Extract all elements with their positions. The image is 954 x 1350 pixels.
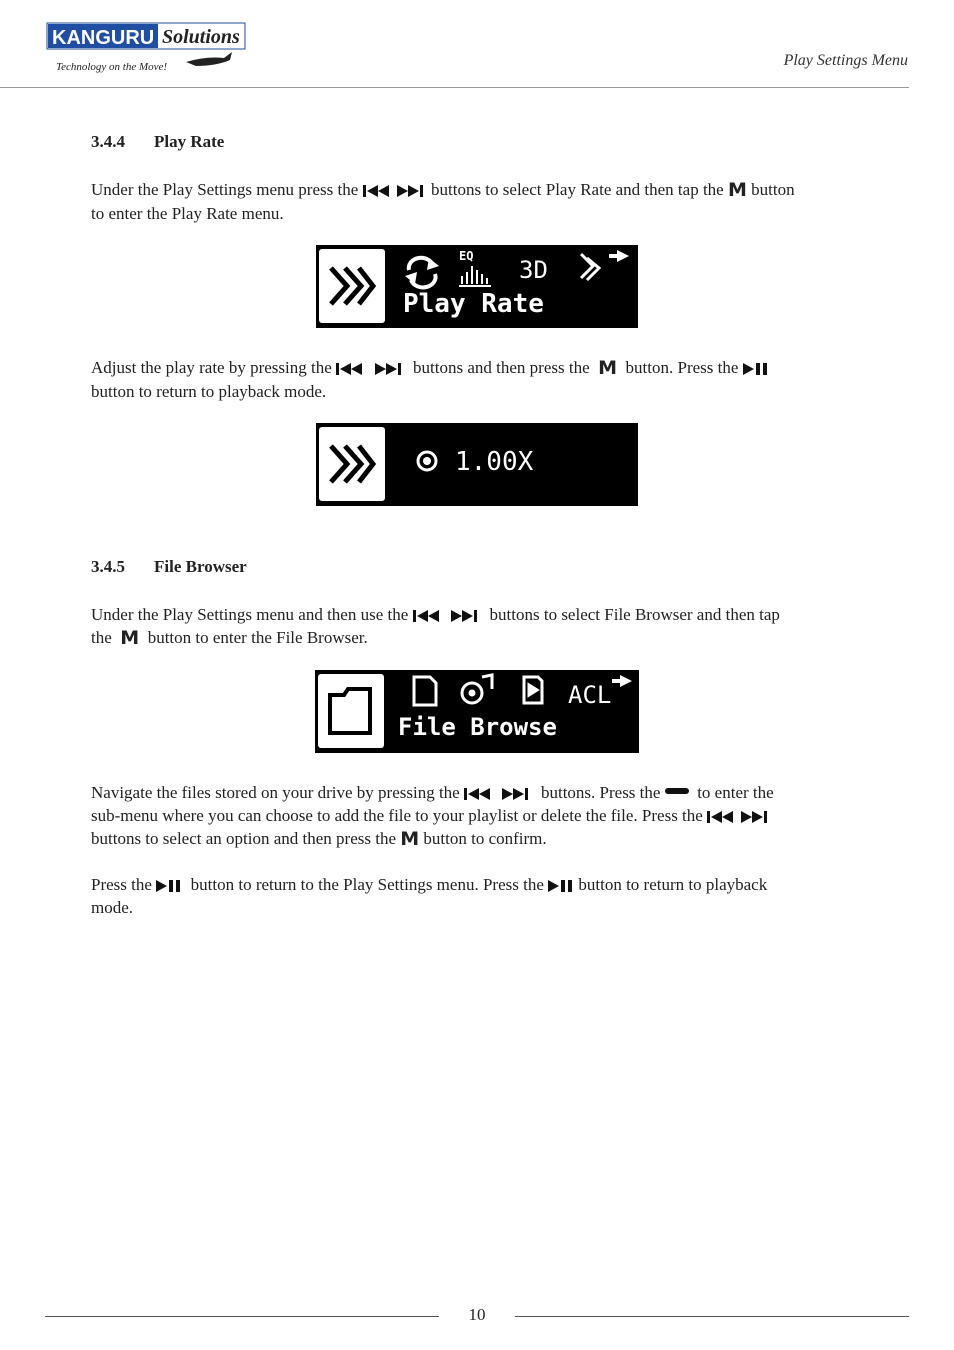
next-button-icon	[741, 811, 771, 823]
text-span: button to confirm.	[423, 829, 547, 848]
next-button-icon	[502, 788, 532, 800]
paragraph-file-browser-intro	[91, 603, 863, 650]
previous-button-icon	[336, 363, 366, 375]
equalizer-icon	[459, 266, 491, 287]
heading-play-rate	[91, 132, 224, 152]
next-button-icon	[451, 610, 481, 622]
speed-icon	[581, 254, 599, 280]
next-button-icon	[397, 185, 427, 197]
kanguru-logo	[46, 22, 246, 76]
text-line: to enter the Play Rate menu.	[91, 204, 284, 223]
heading-title: File Browser	[154, 557, 247, 576]
text-span: Under the Play Settings menu and then use the	[91, 605, 409, 624]
header-section-title: Play Settings Menu	[783, 52, 908, 69]
play-pause-button-icon	[548, 880, 574, 892]
page-number: 10	[468, 1305, 486, 1324]
heading-file-browser	[91, 557, 247, 577]
text-span: button to enter the File Browser.	[147, 628, 368, 647]
lcd-screen-play-rate-value	[316, 423, 638, 506]
minus-button-icon	[665, 787, 689, 795]
m-button-icon: M	[598, 357, 618, 379]
previous-button-icon	[464, 788, 494, 800]
text-span: buttons to select File Browser and then tap	[489, 605, 780, 624]
text-span: Press the	[91, 875, 152, 894]
logo-brand-script: Solutions	[162, 26, 240, 48]
acl-icon-label: ACL	[568, 681, 612, 709]
radio-selected-icon	[418, 452, 436, 470]
text-span: button. Press the	[625, 358, 739, 377]
heading-number: 3.4.4	[91, 132, 125, 151]
text-line: button to return to playback mode.	[91, 382, 327, 401]
paragraph-play-rate-intro	[91, 178, 863, 225]
m-button-icon: M	[400, 828, 420, 850]
previous-button-icon	[707, 811, 737, 823]
paragraph-file-browser-navigate	[91, 781, 863, 851]
heading-title: Play Rate	[154, 132, 225, 151]
document-icon	[414, 677, 436, 705]
paragraph-file-browser-return	[91, 873, 863, 919]
lcd-menu-label: Play Rate	[403, 289, 544, 319]
text-span: button to return to playback	[578, 875, 768, 894]
lcd-play-rate-value: 1.00X	[455, 447, 534, 477]
text-span: Under the Play Settings menu press the	[91, 180, 359, 199]
play-pause-button-icon	[743, 363, 769, 375]
video-file-icon	[524, 677, 542, 703]
previous-button-icon	[413, 610, 443, 622]
text-span: buttons. Press the	[540, 783, 661, 802]
text-span: buttons to select Play Rate and then tap the	[431, 180, 724, 199]
text-span: buttons and then press the	[413, 358, 590, 377]
text-line: mode.	[91, 898, 134, 917]
text-span: sub-menu where you can choose to add the file to your playlist or delete the file. Press the	[91, 806, 703, 825]
text-span: buttons to select an option and then press the	[91, 829, 396, 848]
m-button-icon: M	[727, 179, 747, 201]
text-span: button to return to the Play Settings menu. Press the	[190, 875, 544, 894]
previous-button-icon	[363, 185, 393, 197]
text-span: Navigate the files stored on your drive by pressing the	[91, 783, 460, 802]
3d-icon-label: 3D	[519, 256, 548, 284]
lcd-screen-play-rate-menu	[316, 245, 638, 328]
play-pause-button-icon	[156, 880, 182, 892]
m-button-icon: M	[120, 627, 140, 649]
lcd-menu-label: File Browse	[398, 713, 557, 741]
eq-icon-label: EQ	[459, 249, 474, 263]
logo-tagline: Technology on the Move!	[56, 61, 168, 73]
text-span: the	[91, 628, 112, 647]
text-span: button	[751, 180, 795, 199]
paragraph-play-rate-adjust	[91, 356, 863, 403]
next-button-icon	[375, 363, 405, 375]
text-span: Adjust the play rate by pressing the	[91, 358, 332, 377]
header-divider	[0, 87, 909, 88]
text-span: to enter the	[697, 783, 774, 802]
heading-number: 3.4.5	[91, 557, 125, 576]
lcd-screen-file-browse-menu	[315, 670, 639, 753]
music-disc-icon	[462, 675, 492, 703]
logo-brand: KANGURU	[52, 27, 155, 49]
